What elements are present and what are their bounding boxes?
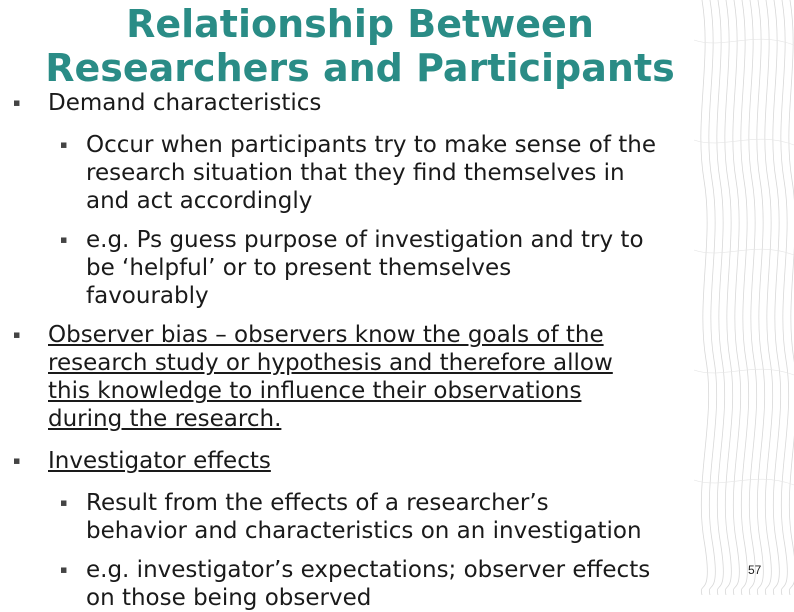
bullet-line: during the research. [48,406,282,432]
slide-title [40,2,680,90]
bullet-line: Result from the effects of a researcher’s [86,490,549,516]
bullet-marker: ▪ [13,96,21,109]
bullet-marker: ▪ [13,454,21,467]
bullet-line: on those being observed [86,585,372,611]
bullet-line: e.g. investigator’s expectations; observer effects [86,557,651,583]
sub-bullet-eg-investigator [86,556,650,612]
bullet-line: and act accordingly [86,188,313,214]
bullet-observer-bias [48,321,613,433]
sub-bullet-eg-ps-guess [86,226,644,310]
bullet-line: this knowledge to influence their observations [48,378,582,404]
sub-bullet-marker: ▪ [60,233,68,246]
bullet-line: Occur when participants try to make sense of the [86,132,656,158]
bullet-text: Demand characteristics [48,90,322,116]
decorative-wave-pattern [694,0,794,595]
title-line-2: Researchers and Participants [45,46,675,90]
bullet-line: research situation that they find themselves in [86,160,625,186]
bullet-marker: ▪ [13,328,21,341]
sub-bullet-marker: ▪ [60,563,68,576]
sub-bullet-marker: ▪ [60,496,68,509]
bullet-investigator-effects [48,447,271,475]
bullet-text: Investigator effects [48,448,271,474]
bullet-line: favourably [86,283,209,309]
sub-bullet-marker: ▪ [60,138,68,151]
title-line-1: Relationship Between [126,2,594,46]
bullet-line: Observer bias – observers know the goals of the [48,322,604,348]
bullet-line: be ‘helpful’ or to present themselves [86,255,512,281]
bullet-demand-characteristics [48,89,321,117]
bullet-line: behavior and characteristics on an investigation [86,518,642,544]
bullet-line: e.g. Ps guess purpose of investigation and try to [86,227,644,253]
bullet-line: research study or hypothesis and therefore allow [48,350,613,376]
sub-bullet-result-from [86,489,642,545]
page-number: 57 [748,563,762,577]
sub-bullet-occur-when [86,131,656,215]
